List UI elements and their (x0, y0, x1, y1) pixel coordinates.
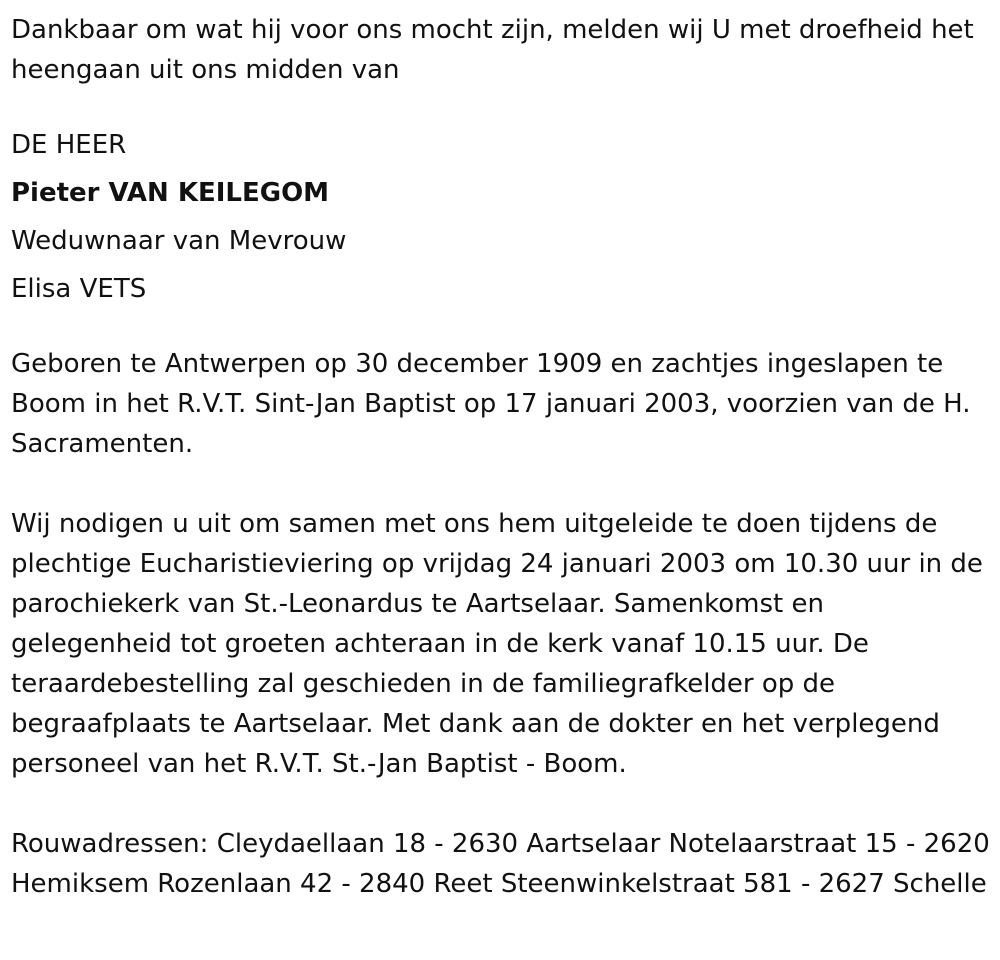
invitation-paragraph: Wij nodigen u uit om samen met ons hem uitgeleide te doen tijdens de plechtige Eucharistieviering op vrijdag 24 januari 2003 om 10.30 uur in de parochiekerk van St.-Leonardus te Aartselaar. Samenkomst en gelegenheid tot groeten achteraan in de kerk vanaf 10.15 uur. De teraardebestelling zal geschieden in de familiegrafkelder op de begraafplaats te Aartselaar. Met dank aan de dokter en het verplegend personeel van het R.V.T. St.-Jan Baptist - Boom. (11, 509, 983, 779)
intro-text: Dankbaar om wat hij voor ons mocht zijn, melden wij U met droefheid het heengaan uit ons midden van (11, 15, 974, 85)
birth-death-paragraph: Geboren te Antwerpen op 30 december 1909 en zachtjes ingeslapen te Boom in het R.V.T. Sint-Jan Baptist op 17 januari 2003, voorzien van de H. Sacramenten. (11, 349, 971, 459)
condolence-addresses: Rouwadressen: Cleydaellaan 18 - 2630 Aartselaar Notelaarstraat 15 - 2620 Hemiksem Rozenlaan 42 - 2840 Reet Steenwinkelstraat 581 - 2627 Schelle (11, 829, 990, 899)
deceased-name: Pieter VAN KEILEGOM (11, 178, 330, 208)
spouse-name: Elisa VETS (11, 274, 147, 304)
honorific: DE HEER (11, 130, 127, 160)
widower-line: Weduwnaar van Mevrouw (11, 226, 347, 256)
